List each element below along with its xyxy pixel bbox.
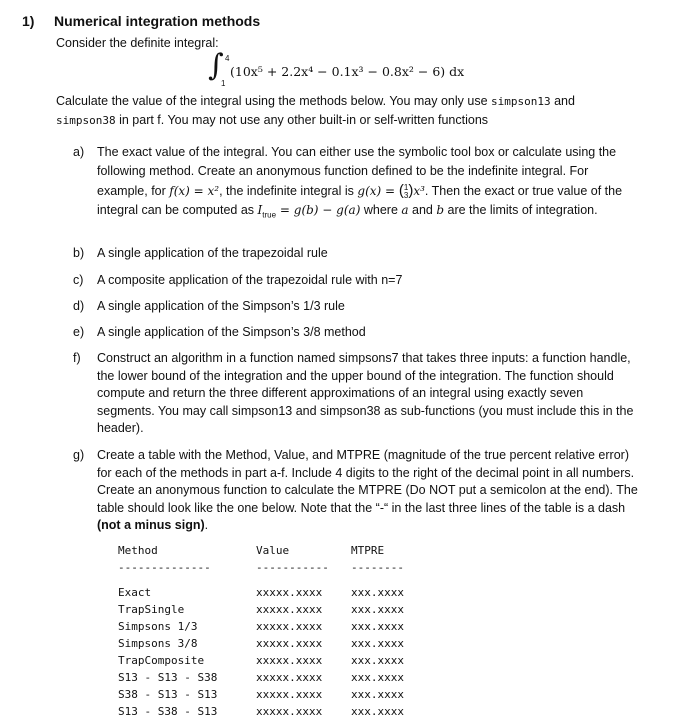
method-cell: S13 - S38 - S13 — [118, 705, 218, 718]
table-row — [118, 601, 421, 618]
table-rule-row — [118, 559, 421, 576]
col-header-mtpre: MTPRE — [351, 544, 385, 557]
list-item-e — [73, 324, 638, 342]
table-row — [118, 584, 421, 601]
integral-expression — [208, 48, 538, 90]
rule-mtpre: -------- — [351, 561, 404, 574]
value-cell: xxxxx.xxxx — [256, 603, 323, 616]
method-cell: Simpsons 3/8 — [118, 637, 198, 650]
list-item-b — [73, 245, 638, 263]
math-fx: f(x) = x² — [169, 184, 220, 198]
item-a-ex3: . Then the exact or true value of the integral can be computed as — [97, 184, 623, 217]
list-item-g — [73, 447, 638, 535]
mtpre-cell: xxx.xxxx — [351, 654, 404, 667]
item-label: f) — [73, 351, 81, 365]
math-b: b — [436, 203, 445, 217]
method-cell: TrapComposite — [118, 654, 205, 667]
mtpre-cell: xxx.xxxx — [351, 637, 404, 650]
table-row — [118, 669, 421, 686]
question-title: Numerical integration methods — [54, 13, 261, 29]
item-f-text: Construct an algorithm in a function named simpsons7 that takes three inputs: a function handle, the lower bound of the integration and the upper bound of the integration. The function should compute and return the three different approximations of an integral using exactly seven segments. You may call simpson13 and simpson38 as sub-functions (you must include this in the header). — [97, 351, 634, 435]
integral-lower-limit: 1 — [221, 79, 226, 88]
question-number: 1) — [22, 13, 35, 29]
instructions-text-2: and — [550, 94, 575, 108]
instructions-text-3: in part f. You may not use any other built-in or self-written functions — [115, 113, 489, 127]
instructions-text-1: Calculate the value of the integral using the methods below. You may only use — [56, 94, 492, 108]
math-x3: x³ — [413, 184, 425, 198]
list-item-f — [73, 350, 638, 438]
item-label: e) — [73, 325, 85, 339]
math-itrue-sub: true — [262, 210, 277, 220]
item-d-text: A single application of the Simpson’s 1/3 rule — [97, 299, 345, 313]
value-cell: xxxxx.xxxx — [256, 671, 323, 684]
integral-upper-limit: 4 — [225, 54, 230, 63]
value-cell: xxxxx.xxxx — [256, 688, 323, 701]
item-a-ex1: For example, for — [97, 164, 589, 198]
math-fraction: ( — [398, 182, 404, 199]
item-a-text: The exact value of the integral. You can either use the symbolic tool box or calculate using the following method. Create an anonymous function defined to be the indefinite integral. — [97, 145, 617, 178]
rule-value: ----------- — [256, 561, 329, 574]
value-cell: xxxxx.xxxx — [256, 620, 323, 633]
list-item-a — [73, 143, 638, 225]
item-g-bold: (not a minus sign) — [97, 518, 205, 532]
fraction-numerator: 1 — [403, 182, 409, 192]
table-header-row — [118, 542, 421, 559]
item-b-text: A single application of the trapezoidal rule — [97, 246, 328, 260]
col-header-value: Value — [256, 544, 290, 557]
rule-method: -------------- — [118, 561, 211, 574]
mtpre-cell: xxx.xxxx — [351, 688, 404, 701]
item-e-text: A single application of the Simpson’s 3/8 method — [97, 325, 366, 339]
integral-sign-icon: ∫ — [208, 48, 224, 83]
method-cell: TrapSingle — [118, 603, 185, 616]
item-a-ex2: , the indefinite integral is — [219, 184, 358, 198]
item-label: d) — [73, 299, 85, 313]
code-simpson13: simpson13 — [491, 95, 551, 108]
table-row — [118, 635, 421, 652]
item-g-text: Create a table with the Method, Value, and MTPRE (magnitude of the true percent relative error) for each of the methods in part a-f. Include 4 digits to the right of the decimal point in all numbers. Create an anonymous function to calculate the MTPRE (Do NOT put a semicolon at the end). The table should look like the one below. Note that the “-“ in the last three lines of the table is a dash — [97, 448, 638, 515]
math-gx: g(x) = — [357, 184, 399, 198]
code-simpson38: simpson38 — [56, 114, 116, 127]
list-item-c — [73, 272, 638, 290]
list-item-d — [73, 298, 638, 316]
item-label: g) — [73, 448, 85, 462]
mtpre-cell: xxx.xxxx — [351, 620, 404, 633]
table-row — [118, 618, 421, 635]
item-label: c) — [73, 273, 84, 287]
item-label: a) — [73, 145, 85, 159]
value-cell: xxxxx.xxxx — [256, 586, 323, 599]
example-table — [118, 542, 421, 720]
value-cell: xxxxx.xxxx — [256, 654, 323, 667]
table-row — [118, 652, 421, 669]
mtpre-cell: xxx.xxxx — [351, 586, 404, 599]
method-cell: S13 - S13 - S38 — [118, 671, 218, 684]
value-cell: xxxxx.xxxx — [256, 637, 323, 650]
item-a-ex6: are the limits of integration. — [444, 203, 598, 217]
item-c-text: A composite application of the trapezoidal rule with n=7 — [97, 273, 403, 287]
method-cell: S38 - S13 - S13 — [118, 688, 218, 701]
item-label: b) — [73, 246, 85, 260]
col-header-method: Method — [118, 544, 158, 557]
method-cell: Exact — [118, 586, 152, 599]
item-g-end: . — [204, 518, 209, 532]
value-cell: xxxxx.xxxx — [256, 705, 323, 718]
mtpre-cell: xxx.xxxx — [351, 705, 404, 718]
method-cell: Simpsons 1/3 — [118, 620, 198, 633]
question-heading — [22, 13, 260, 29]
math-itrue: I — [257, 203, 263, 217]
table-spacer — [118, 576, 421, 584]
instructions-paragraph — [56, 92, 636, 130]
item-a-ex4: where — [360, 203, 402, 217]
table-row — [118, 686, 421, 703]
math-paren: ) — [408, 182, 414, 199]
mtpre-cell: xxx.xxxx — [351, 671, 404, 684]
intro-text: Consider the definite integral: — [56, 36, 219, 50]
integrand: (10x⁵ + 2.2x⁴ − 0.1x³ − 0.8x² − 6) dx — [230, 64, 465, 79]
math-a: a — [401, 203, 409, 217]
mtpre-cell: xxx.xxxx — [351, 603, 404, 616]
math-itrue-rest: = g(b) − g(a) — [276, 203, 361, 217]
item-a-ex5: and — [408, 203, 437, 217]
table-body — [118, 584, 421, 720]
fraction-denominator: 3 — [403, 190, 409, 200]
